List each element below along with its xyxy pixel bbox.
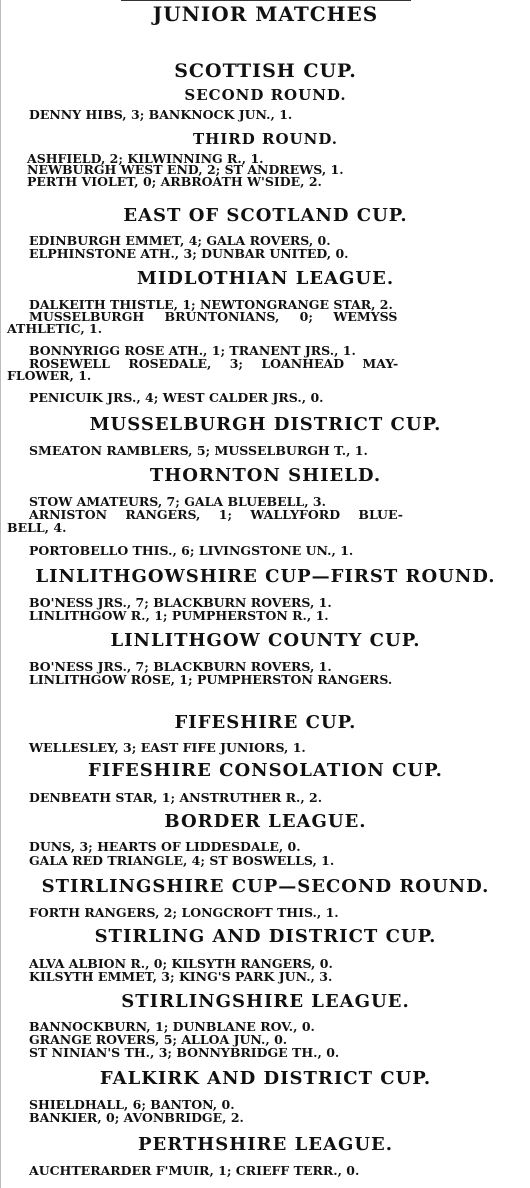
result-line: BANKIER, 0; AVONBRIDGE, 2. [29,1110,244,1125]
result-line: KILSYTH EMMET, 3; KING'S PARK JUN., 3. [29,969,333,984]
result-line: STOW AMATEURS, 7; GALA BLUEBELL, 3. [29,494,326,509]
section-title-third-round: THIRD ROUND. [192,130,339,148]
result-line: SMEATON RAMBLERS, 5; MUSSELBURGH T., 1. [29,443,368,458]
section-title-stirlingshire-cup: STIRLINGSHIRE CUP—SECOND ROUND. [41,876,490,897]
result-line: ST NINIAN'S TH., 3; BONNYBRIDGE TH., 0. [29,1045,340,1060]
result-line: GRANGE ROVERS, 5; ALLOA JUN., 0. [29,1032,288,1047]
result-line: BELL, 4. [7,520,67,535]
top-rule [121,0,411,1]
section-title-falkirk-and-district-cup: FALKIRK AND DISTRICT CUP. [99,1068,432,1089]
result-line: GALA RED TRIANGLE, 4; ST BOSWELLS, 1. [29,853,335,868]
result-line: PERTH VIOLET, 0; ARBROATH W'SIDE, 2. [27,174,322,189]
result-line: DENNY HIBS, 3; BANKNOCK JUN., 1. [29,107,293,122]
result-line: FORTH RANGERS, 2; LONGCROFT THIS., 1. [29,905,339,920]
result-line: LINLITHGOW ROSE, 1; PUMPHERSTON RANGERS. [29,672,393,687]
section-title-border-league: BORDER LEAGUE. [164,811,367,832]
result-line: ROSEWELL ROSEDALE, 3; LOANHEAD MAY- [29,356,399,371]
result-line: ELPHINSTONE ATH., 3; DUNBAR UNITED, 0. [29,246,349,261]
result-line: SHIELDHALL, 6; BANTON, 0. [29,1097,235,1112]
section-title-musselburgh-district-cup: MUSSELBURGH DISTRICT CUP. [89,414,442,435]
section-title-linlithgowshire-cup: LINLITHGOWSHIRE CUP—FIRST ROUND. [35,566,496,587]
result-line: ASHFIELD, 2; KILWINNING R., 1. [27,151,264,166]
section-title-stirling-and-district-cup: STIRLING AND DISTRICT CUP. [94,926,437,947]
result-line: NEWBURGH WEST END, 2; ST ANDREWS, 1. [27,162,344,177]
result-line: AUCHTERARDER F'MUIR, 1; CRIEFF TERR., 0. [29,1163,360,1178]
section-title-perthshire-league: PERTHSHIRE LEAGUE. [137,1134,394,1155]
section-title-fifeshire-cup: FIFESHIRE CUP. [174,712,357,733]
result-line: PORTOBELLO THIS., 6; LIVINGSTONE UN., 1. [29,543,354,558]
section-title-midlothian-league: MIDLOTHIAN LEAGUE. [136,268,395,289]
section-title-linlithgow-county-cup: LINLITHGOW COUNTY CUP. [110,630,421,651]
result-line: BO'NESS JRS., 7; BLACKBURN ROVERS, 1. [29,659,332,674]
section-title-east-of-scotland-cup: EAST OF SCOTLAND CUP. [123,205,408,226]
result-line: WELLESLEY, 3; EAST FIFE JUNIORS, 1. [29,740,306,755]
result-line: BO'NESS JRS., 7; BLACKBURN ROVERS, 1. [29,595,332,610]
section-title-thornton-shield: THORNTON SHIELD. [149,465,382,486]
result-line: MUSSELBURGH BRUNTONIANS, 0; WEMYSS [29,309,398,324]
masthead: JUNIOR MATCHES [152,2,379,26]
result-line: ATHLETIC, 1. [7,321,103,336]
section-title-second-round: SECOND ROUND. [184,86,347,104]
result-line: ARNISTON RANGERS, 1; WALLYFORD BLUE- [29,507,403,522]
result-line: BONNYRIGG ROSE ATH., 1; TRANENT JRS., 1. [29,343,356,358]
result-line: LINLITHGOW R., 1; PUMPHERSTON R., 1. [29,608,329,623]
result-line: EDINBURGH EMMET, 4; GALA ROVERS, 0. [29,233,331,248]
result-line: DUNS, 3; HEARTS OF LIDDESDALE, 0. [29,839,301,854]
result-line: DALKEITH THISTLE, 1; NEWTONGRANGE STAR, 2. [29,297,393,312]
section-title-fifeshire-consolation-cup: FIFESHIRE CONSOLATION CUP. [88,760,443,781]
result-line: FLOWER, 1. [7,368,92,383]
section-title-stirlingshire-league: STIRLINGSHIRE LEAGUE. [121,991,410,1012]
section-title-scottish-cup: SCOTTISH CUP. [174,60,357,82]
result-line: ALVA ALBION R., 0; KILSYTH RANGERS, 0. [29,956,333,971]
result-line: DENBEATH STAR, 1; ANSTRUTHER R., 2. [29,790,323,805]
result-line: BANNOCKBURN, 1; DUNBLANE ROV., 0. [29,1019,315,1034]
result-line: PENICUIK JRS., 4; WEST CALDER JRS., 0. [29,390,324,405]
